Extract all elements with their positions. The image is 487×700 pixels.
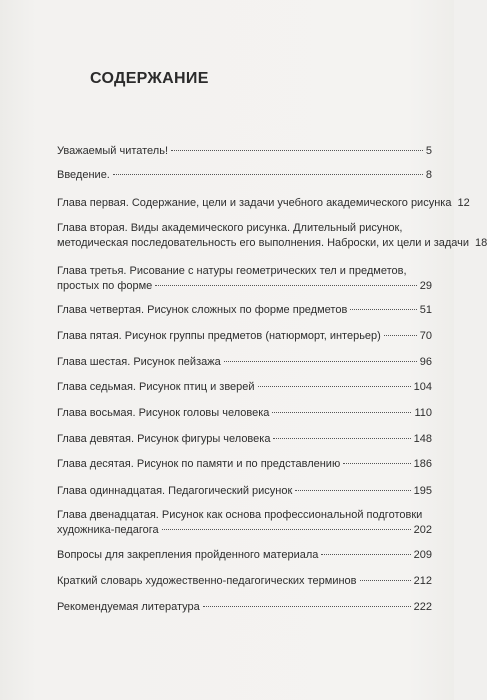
leader-dots	[171, 149, 423, 151]
toc-entry-page: 222	[413, 601, 432, 613]
toc-entry-title: Краткий словарь художественно-педагогических терминов	[57, 575, 357, 587]
toc-entry	[57, 196, 470, 211]
toc-entry	[57, 484, 432, 499]
leader-dots	[360, 579, 411, 581]
toc-entry-page: 12	[457, 197, 470, 209]
toc-entry-page: 186	[413, 458, 432, 470]
toc-entry-title: Глава одиннадцатая. Педагогический рисунок	[57, 485, 293, 497]
toc-entry-title: Глава двенадцатая. Рисунок как основа профессиональной подготовки	[57, 509, 423, 521]
toc-entry	[57, 548, 432, 563]
leader-dots	[113, 173, 423, 175]
leader-dots	[321, 553, 410, 555]
toc-entry-page: 29	[419, 280, 432, 292]
toc-entry	[57, 303, 432, 318]
toc-entry-title: Рекомендуемая литература	[57, 601, 200, 613]
toc-entry-title-cont: методическая последовательность его выполнения. Наброски, их цели и задачи	[57, 237, 470, 249]
toc-entry-title: Вопросы для закрепления пройденного материала	[57, 549, 319, 561]
toc-entry	[57, 406, 432, 421]
toc-entry-page: 96	[419, 356, 432, 368]
toc-entry-title: Введение.	[57, 169, 110, 181]
leader-dots	[295, 489, 410, 491]
toc-entry-title: Глава десятая. Рисунок по памяти и по представлению	[57, 458, 341, 470]
toc-entry	[57, 264, 432, 294]
toc-entry-title: Глава пятая. Рисунок группы предметов (натюрморт, интерьер)	[57, 330, 381, 342]
toc-entry	[57, 600, 432, 615]
toc-entry-title: Глава четвертая. Рисунок сложных по форме предметов	[57, 304, 348, 316]
toc-entry-title-cont: художника-педагога	[57, 524, 159, 536]
leader-dots	[203, 605, 411, 607]
toc-entry-page: 18	[475, 237, 487, 249]
leader-dots	[350, 308, 416, 310]
toc-entry-title: Глава первая. Содержание, цели и задачи учебного академического рисунка	[57, 197, 452, 209]
toc-entry	[57, 221, 487, 251]
toc-entry	[57, 168, 432, 183]
toc-entry-title: Глава шестая. Рисунок пейзажа	[57, 356, 221, 368]
toc-entry-title: Глава седьмая. Рисунок птиц и зверей	[57, 381, 255, 393]
leader-dots	[258, 385, 411, 387]
toc-entry	[57, 144, 432, 159]
toc-entry	[57, 432, 432, 447]
toc-entry-title-cont: простых по форме	[57, 280, 153, 292]
toc-entry-title: Глава восьмая. Рисунок головы человека	[57, 407, 270, 419]
toc-entry-page: 212	[413, 575, 432, 587]
toc-entry	[57, 574, 432, 589]
leader-dots	[155, 284, 416, 286]
page-title: СОДЕРЖАНИЕ	[90, 70, 209, 87]
toc-entry-title: Глава девятая. Рисунок фигуры человека	[57, 433, 271, 445]
toc-entry-title: Глава третья. Рисование с натуры геометрических тел и предметов,	[57, 265, 407, 277]
toc-entry	[57, 508, 432, 538]
toc-entry	[57, 380, 432, 395]
toc-entry-page: 110	[414, 407, 432, 419]
toc-entry-page: 209	[413, 549, 432, 561]
toc-entry-title: Глава вторая. Виды академического рисунка. Длительный рисунок,	[57, 222, 403, 234]
leader-dots	[273, 437, 410, 439]
toc-entry	[57, 355, 432, 370]
toc-entry-page: 51	[419, 304, 432, 316]
toc-entry-page: 70	[419, 330, 432, 342]
toc-entry-page: 8	[425, 169, 432, 181]
leader-dots	[224, 360, 417, 362]
toc-entry-page: 104	[413, 381, 432, 393]
toc-entry	[57, 457, 432, 472]
leader-dots	[272, 411, 411, 413]
toc-entry-page: 195	[413, 485, 432, 497]
toc-entry-page: 5	[425, 145, 432, 157]
toc-entry-title: Уважаемый читатель!	[57, 145, 169, 157]
leader-dots	[162, 528, 411, 530]
leader-dots	[384, 334, 417, 336]
toc-entry-page: 202	[413, 524, 432, 536]
toc-entry	[57, 329, 432, 344]
toc-entry-page: 148	[413, 433, 432, 445]
leader-dots	[343, 462, 410, 464]
